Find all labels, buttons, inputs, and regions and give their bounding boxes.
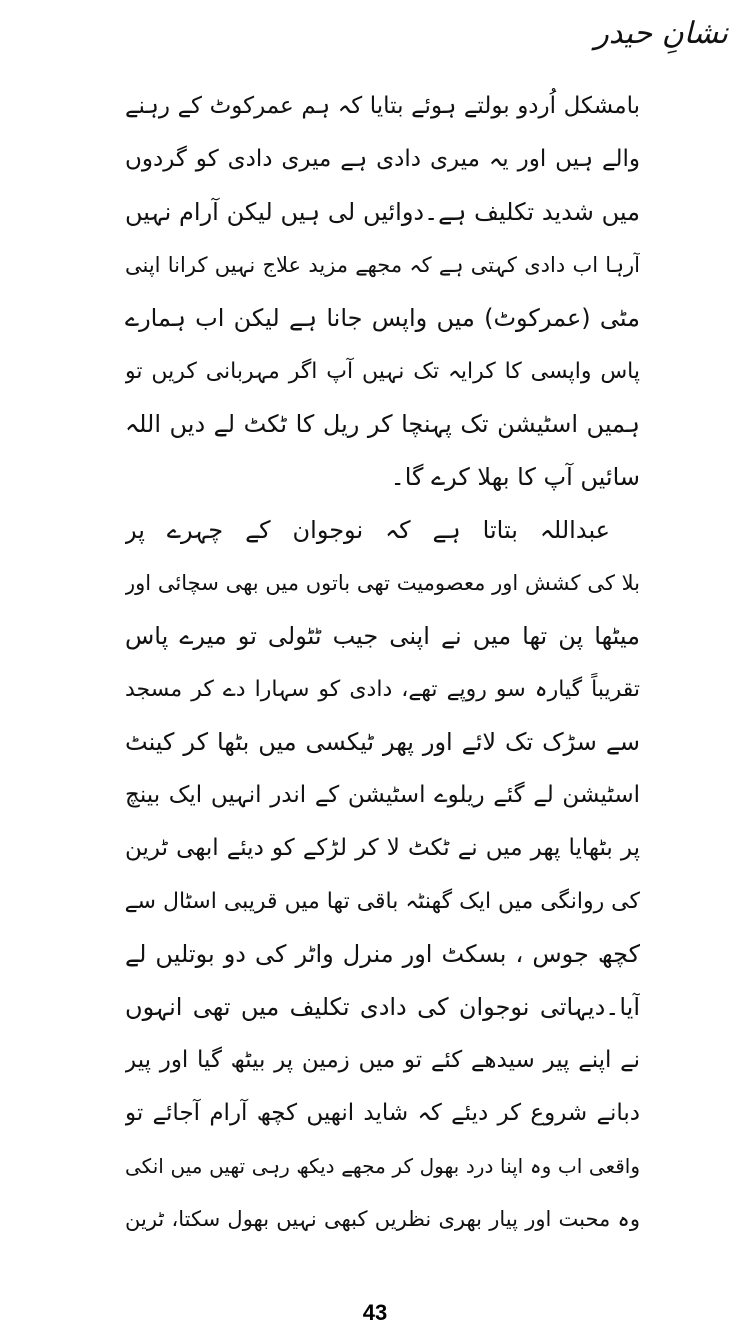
text-line: واقعی اب وہ اپنا درد بھول کر مجھے دیکھ رہی تھیں میں انکی <box>125 1154 640 1178</box>
text-line: ہمیں اسٹیشن تک پہنچا کر ریل کا ٹکٹ لے دیں اللہ <box>125 410 640 438</box>
text-line: میں شدید تکلیف ہے۔دوائیں لی ہیں لیکن آرام نہیں <box>125 198 640 226</box>
text-line: پاس واپسی کا کرایہ تک نہیں آپ اگر مہربانی کریں تو <box>125 359 640 384</box>
text-line: والے ہیں اور یہ میری دادی ہے میری دادی کو گردوں <box>125 146 640 172</box>
text-line: مٹی (عمرکوٹ) میں واپس جانا ہے لیکن اب ہمارے <box>125 304 640 332</box>
text-line: بلا کی کشش اور معصومیت تھی باتوں میں بھی سچائی اور <box>125 571 640 595</box>
paragraph-2 <box>125 504 640 1246</box>
running-header-title: نشانِ حیدر <box>594 16 728 51</box>
page-number: 43 <box>362 1300 388 1325</box>
text-line: وہ محبت اور پیار بھری نظریں کبھی نہیں بھول سکتا، ٹرین <box>125 1207 640 1231</box>
text-line: پر بٹھایا پھر میں نے ٹکٹ لا کر لڑکے کو دیئے ابھی ٹرین <box>125 835 640 861</box>
text-line: اسٹیشن لے گئے ریلوے اسٹیشن کے اندر انہیں ایک بینچ <box>125 782 640 808</box>
text-line: کی روانگی میں ایک گھنٹہ باقی تھا میں قریبی اسٹال سے <box>125 889 640 914</box>
text-line: نے اپنے پیر سیدھے کئے تو میں زمین پر بیٹھ گیا اور پیر <box>125 1047 640 1073</box>
text-line: میٹھا پن تھا میں نے اپنی جیب ٹٹولی تو میرے پاس <box>125 622 640 650</box>
body-text <box>125 80 640 1246</box>
text-line: آیا۔دیہاتی نوجوان کی دادی تکلیف میں تھی انہوں <box>125 993 640 1021</box>
text-line: سائیں آپ کا بھلا کرے گا۔ <box>390 463 640 491</box>
text-line: عبداللہ بتاتا ہے کہ نوجوان کے چہرے پر <box>125 516 610 544</box>
text-line: بامشکل اُردو بولتے ہوئے بتایا کہ ہم عمرکوٹ کے رہنے <box>125 93 640 119</box>
text-line: تقریباً گیارہ سو روپے تھے، دادی کو سہارا دے کر مسجد <box>125 677 640 702</box>
paragraph-1 <box>125 80 640 504</box>
text-line: دبانے شروع کر دیئے کہ شاید انھیں کچھ آرام آجائے تو <box>125 1100 640 1126</box>
text-line: آرہا اب دادی کہتی ہے کہ مجھے مزید علاج نہیں کرانا اپنی <box>125 253 640 277</box>
text-line: کچھ جوس ، بسکٹ اور منرل واٹر کی دو بوتلیں لے <box>125 940 640 968</box>
text-line: سے سڑک تک لائے اور پھر ٹیکسی میں بٹھا کر کینٹ <box>125 728 640 756</box>
